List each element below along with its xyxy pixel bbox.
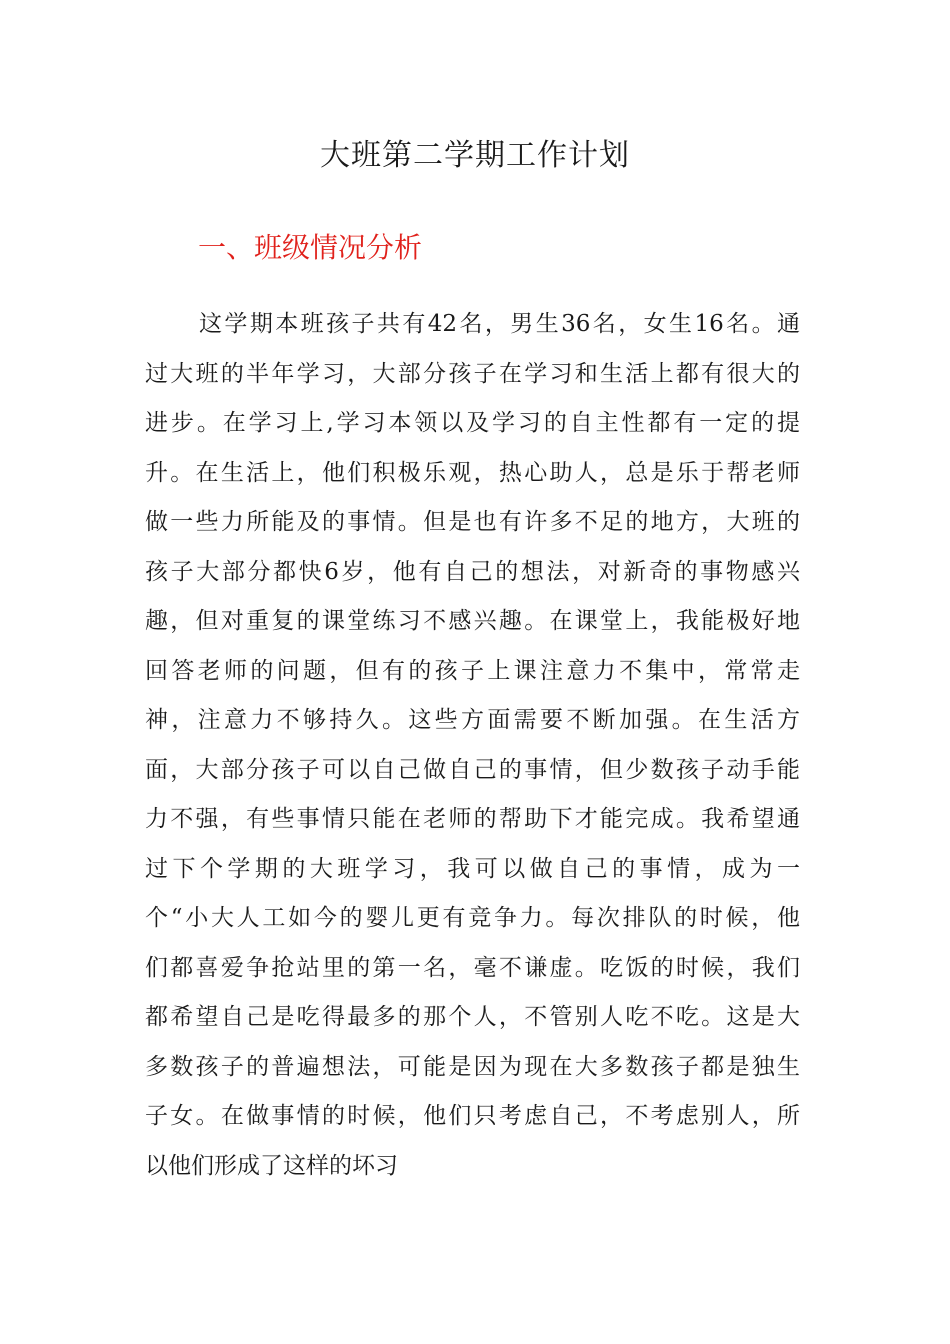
body-line: 做一些力所能及的事情。但是也有许多不足的地方，大班的	[145, 509, 800, 535]
body-line: 孩子大部分都快6岁，他有自己的想法，对新奇的事物感兴	[145, 558, 800, 585]
body-line: 个“小大人工如今的婴儿更有竞争力。每次排队的时候，他	[145, 905, 800, 931]
body-line: 们都喜爱争抢站里的第一名，毫不谦虚。吃饭的时候，我们	[145, 954, 800, 981]
body-line: 神，注意力不够持久。这些方面需要不断加强。在生活方	[145, 707, 800, 733]
body-line: 过下个学期的大班学习，我可以做自己的事情，成为一	[145, 855, 800, 882]
document-title: 大班第二学期工作计划	[320, 138, 630, 173]
body-line: 过大班的半年学习，大部分孩子在学习和生活上都有很大的	[145, 360, 800, 387]
body-line: 这学期本班孩子共有42名，男生36名，女生16名。通	[199, 311, 800, 337]
body-line: 回答老师的问题，但有的孩子上课注意力不集中，常常走	[145, 657, 800, 684]
body-line: 子女。在做事情的时候，他们只考虑自己，不考虑别人，所	[145, 1103, 800, 1129]
body-line: 力不强，有些事情只能在老师的帮助下才能完成。我希望通	[145, 806, 800, 832]
body-paragraph	[145, 300, 805, 1191]
body-line: 以他们形成了这样的坏习	[145, 1152, 398, 1179]
body-line: 趣，但对重复的课堂练习不感兴趣。在课堂上，我能极好地	[145, 608, 800, 634]
body-line: 升。在生活上，他们积极乐观，热心助人，总是乐于帮老师	[145, 459, 800, 486]
body-line: 多数孩子的普遍想法，可能是因为现在大多数孩子都是独生	[145, 1053, 800, 1080]
body-line: 面，大部分孩子可以自己做自己的事情，但少数孩子动手能	[145, 756, 800, 783]
body-line: 都希望自己是吃得最多的那个人，不管别人吃不吃。这是大	[145, 1004, 800, 1030]
section-heading: 一、班级情况分析	[198, 231, 423, 264]
body-line: 进步。在学习上,学习本领以及学习的自主性都有一定的提	[145, 410, 800, 436]
